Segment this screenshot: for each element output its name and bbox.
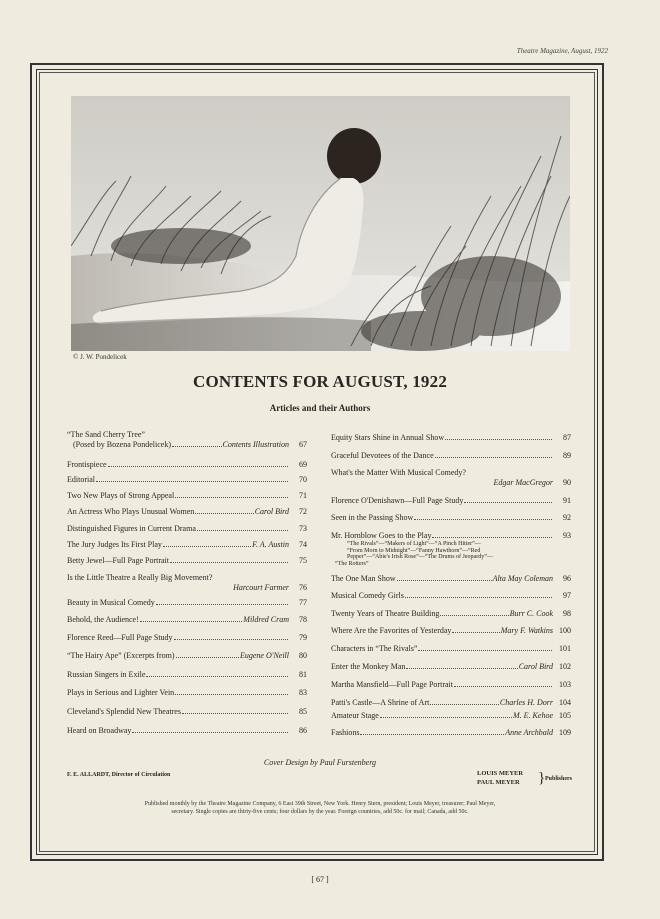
toc-entry bbox=[67, 556, 307, 566]
photo-credit: © J. W. Pondelicek bbox=[73, 353, 127, 361]
toc-entry bbox=[331, 531, 571, 567]
toc-entry-author: Mildred Cram bbox=[243, 615, 289, 624]
cover-design-credit: Cover Design by Paul Furstenberg bbox=[263, 758, 377, 767]
toc-entry bbox=[331, 574, 571, 584]
toc-entry-author: F. A. Austin bbox=[252, 540, 289, 549]
leader-dots bbox=[445, 433, 552, 440]
toc-entry bbox=[67, 540, 307, 550]
toc-entry bbox=[331, 433, 571, 443]
toc-entry-page: 76 bbox=[299, 583, 307, 592]
toc-entry-page: 100 bbox=[559, 626, 571, 635]
toc-entry-title: Betty Jewel—Full Page Portrait bbox=[67, 556, 169, 565]
toc-entry bbox=[67, 651, 307, 661]
toc-entry bbox=[331, 644, 571, 654]
toc-entry-title: Where Are the Favorites of Yesterday bbox=[331, 626, 452, 635]
toc-entry-title: Characters in “The Rivals” bbox=[331, 644, 418, 653]
toc-entry-title: Equity Stars Shine in Annual Show bbox=[331, 433, 445, 442]
leader-dots bbox=[452, 626, 499, 633]
toc-entry-title: Florence Reed—Full Page Study bbox=[67, 633, 173, 642]
circulation-director: F. E. ALLARDT, Director of Circulation bbox=[67, 772, 171, 778]
leader-dots bbox=[464, 496, 552, 503]
leader-dots bbox=[418, 644, 552, 651]
leader-dots bbox=[108, 460, 288, 467]
toc-entry-subtitle: “From Morn to Midnight”—“Fanny Hawthorn”—“Red bbox=[347, 547, 481, 554]
toc-entry-author: Mary F. Watkins bbox=[500, 626, 553, 635]
toc-entry-page: 89 bbox=[563, 451, 571, 460]
toc-entry bbox=[67, 475, 307, 485]
leader-dots bbox=[435, 451, 552, 458]
toc-entry-author: Alta May Coleman bbox=[492, 574, 553, 583]
leader-dots bbox=[405, 591, 552, 598]
brace-glyph: } bbox=[538, 770, 546, 786]
toc-entry bbox=[331, 468, 571, 488]
toc-entry-title: Patti's Castle—A Shrine of Art bbox=[331, 698, 430, 707]
publication-notice: Published monthly by the Theatre Magazine Company, 6 East 39th Street, New York. Henry Stern, president; Louis Meyer, treasurer; Paul Meyer, secretary. Single copies are thirty-five cents; four dollars by the year. Foreign countries, add 50c. for mail; Canada, add 50c. bbox=[144, 801, 496, 815]
toc-entry-page: 86 bbox=[299, 726, 307, 735]
page-number: [ 67 ] bbox=[311, 875, 329, 884]
toc-entry bbox=[67, 460, 307, 470]
cover-photograph bbox=[71, 96, 570, 351]
toc-entry-page: 98 bbox=[563, 609, 571, 618]
toc-entry-title: Seen in the Passing Show bbox=[331, 513, 414, 522]
leader-dots bbox=[414, 513, 552, 520]
toc-entry-page: 104 bbox=[559, 698, 571, 707]
publishers-block bbox=[477, 769, 573, 787]
toc-entry-subtitle: Pepper”—“Abie's Irish Rose”—“The Drums of Jeopardy”— bbox=[347, 554, 493, 560]
toc-entry-title: Frontispiece bbox=[67, 460, 107, 469]
toc-entry-page: 93 bbox=[563, 531, 571, 540]
toc-entry-title: Cleveland's Splendid New Theatres bbox=[67, 707, 181, 716]
toc-entry-title: Heard on Broadway bbox=[67, 726, 132, 735]
leader-dots bbox=[406, 662, 517, 669]
toc-entry-author: Edgar MacGregor bbox=[493, 478, 553, 487]
toc-entry bbox=[67, 573, 307, 593]
toc-entry-page: 74 bbox=[299, 540, 307, 549]
toc-entry bbox=[331, 626, 571, 636]
leader-dots bbox=[172, 440, 222, 447]
leader-dots bbox=[176, 651, 239, 658]
toc-entry-pre: Is the Little Theatre a Really Big Movement? bbox=[67, 573, 213, 582]
leader-dots bbox=[430, 698, 499, 705]
toc-entry-title: An Actress Who Plays Unusual Women bbox=[67, 507, 195, 516]
toc-entry-page: 96 bbox=[563, 574, 571, 583]
toc-entry-page: 97 bbox=[563, 591, 571, 600]
toc-entry-title: Enter the Monkey Man bbox=[331, 662, 406, 671]
toc-entry-page: 83 bbox=[299, 688, 307, 697]
leader-space bbox=[68, 584, 232, 590]
toc-entry-author: Eugene O'Neill bbox=[239, 651, 289, 660]
toc-entry bbox=[331, 662, 571, 672]
toc-entry-page: 79 bbox=[299, 633, 307, 642]
toc-entry-title: The Jury Judges Its First Play bbox=[67, 540, 162, 549]
leader-dots bbox=[96, 475, 288, 482]
toc-entry bbox=[67, 726, 307, 736]
toc-entry-page: 80 bbox=[299, 651, 307, 660]
toc-entry bbox=[67, 688, 307, 698]
toc-entry bbox=[67, 507, 307, 517]
toc-entry-pre: What's the Matter With Musical Comedy? bbox=[331, 468, 466, 477]
toc-entry-page: 67 bbox=[299, 440, 307, 449]
toc-entry-page: 71 bbox=[299, 491, 307, 500]
publisher-name: LOUIS MEYER bbox=[477, 770, 524, 777]
toc-entry-page: 91 bbox=[563, 496, 571, 505]
leader-dots bbox=[380, 711, 512, 718]
toc-entry-title: Plays in Serious and Lighter Vein bbox=[67, 688, 175, 697]
toc-entry-title: Two New Plays of Strong Appeal bbox=[67, 491, 175, 500]
leader-dots bbox=[146, 670, 288, 677]
toc-entry-title: Beauty in Musical Comedy bbox=[67, 598, 155, 607]
toc-entry-subtitle: “The Rotters” bbox=[335, 560, 369, 567]
leader-dots bbox=[175, 688, 288, 695]
toc-entry bbox=[331, 680, 571, 690]
toc-entry-page: 92 bbox=[563, 513, 571, 522]
toc-entry-title: Editorial bbox=[67, 475, 95, 484]
toc-entry-title: Musical Comedy Girls bbox=[331, 591, 404, 600]
leader-dots bbox=[170, 556, 288, 563]
toc-entry-page: 85 bbox=[299, 707, 307, 716]
toc-entry bbox=[67, 524, 307, 534]
publisher-name: PAUL MEYER bbox=[477, 779, 520, 786]
running-head: Theatre Magazine, August, 1922 bbox=[516, 47, 608, 55]
toc-entry bbox=[331, 451, 571, 461]
toc-entry-title: Fashions bbox=[331, 728, 360, 737]
toc-entry bbox=[331, 711, 571, 721]
toc-entry bbox=[67, 598, 307, 608]
toc-entry-page: 70 bbox=[299, 475, 307, 484]
toc-entry-author: Contents Illustration bbox=[222, 440, 289, 449]
toc-entry bbox=[331, 513, 571, 523]
toc-entry-title: Distinguished Figures in Current Drama bbox=[67, 524, 196, 533]
toc-entry bbox=[67, 707, 307, 717]
leader-dots bbox=[175, 491, 288, 498]
toc-entry-page: 105 bbox=[559, 711, 571, 720]
toc-entry-author: Burr C. Cook bbox=[509, 609, 553, 618]
leader-dots bbox=[360, 728, 504, 735]
leader-dots bbox=[195, 507, 253, 514]
leader-dots bbox=[397, 574, 492, 581]
toc-entry-title: Russian Singers in Exile bbox=[67, 670, 146, 679]
toc-entry bbox=[67, 430, 307, 450]
toc-entry-title: (Posed by Bozena Pondelicek) bbox=[73, 440, 171, 449]
toc-entry bbox=[67, 633, 307, 643]
leader-dots bbox=[156, 598, 288, 605]
toc-entry-page: 77 bbox=[299, 598, 307, 607]
page-subtitle: Articles and their Authors bbox=[269, 403, 371, 413]
toc-entry bbox=[331, 698, 571, 708]
toc-entry-page: 73 bbox=[299, 524, 307, 533]
leader-dots bbox=[440, 609, 508, 616]
toc-entry bbox=[331, 609, 571, 619]
toc-entry-author: Carol Bird bbox=[254, 507, 289, 516]
page-title: CONTENTS FOR AUGUST, 1922 bbox=[192, 372, 448, 391]
toc-entry-title: Mr. Hornblow Goes to the Play bbox=[331, 531, 432, 540]
toc-entry-page: 102 bbox=[559, 662, 571, 671]
toc-entry-page: 101 bbox=[559, 644, 571, 653]
toc-entry bbox=[331, 728, 571, 738]
leader-dots bbox=[163, 540, 251, 547]
toc-entry-title: Martha Mansfield—Full Page Portrait bbox=[331, 680, 453, 689]
toc-entry bbox=[67, 491, 307, 501]
toc-entry-pre: “The Sand Cherry Tree” bbox=[67, 430, 145, 439]
toc-entry-page: 69 bbox=[299, 460, 307, 469]
toc-entry-page: 81 bbox=[299, 670, 307, 679]
toc-entry-title: Graceful Devotees of the Dance bbox=[331, 451, 434, 460]
toc-entry bbox=[331, 496, 571, 506]
toc-entry bbox=[67, 670, 307, 680]
toc-entry-title: The One Man Show bbox=[331, 574, 396, 583]
toc-entry-title: Florence O'Denishawn—Full Page Study bbox=[331, 496, 464, 505]
leader-dots bbox=[454, 680, 552, 687]
leader-dots bbox=[432, 531, 552, 538]
leader-dots bbox=[182, 707, 288, 714]
toc-entry-page: 78 bbox=[299, 615, 307, 624]
toc-entry-subtitle: “The Rivals”—“Makers of Light”—“A Pinch Hitter”— bbox=[347, 541, 481, 547]
toc-entry-author: Harcourt Farmer bbox=[233, 583, 289, 592]
toc-entry-page: 103 bbox=[559, 680, 571, 689]
toc-entry bbox=[67, 615, 307, 625]
toc-entry-title: Amateur Stage bbox=[331, 711, 379, 720]
leader-dots bbox=[174, 633, 288, 640]
toc-entry-title: Twenty Years of Theatre Building bbox=[331, 609, 440, 618]
toc-entry-title: Behold, the Audience! bbox=[67, 615, 139, 624]
leader-space bbox=[332, 479, 493, 485]
toc-entry-author: Charles H. Dorr bbox=[499, 698, 553, 707]
toc-entry-page: 109 bbox=[559, 728, 571, 737]
toc-entry bbox=[331, 591, 571, 601]
toc-entry-author: Anne Archbald bbox=[505, 728, 553, 737]
toc-entry-page: 87 bbox=[563, 433, 571, 442]
toc-entry-author: M. E. Kehoe bbox=[513, 711, 553, 720]
toc-entry-page: 72 bbox=[299, 507, 307, 516]
toc-entry-page: 90 bbox=[563, 478, 571, 487]
toc-entry-title: “The Hairy Ape” (Excerpts from) bbox=[67, 651, 175, 660]
toc-entry-page: 75 bbox=[299, 556, 307, 565]
leader-dots bbox=[197, 524, 288, 531]
leader-dots bbox=[140, 615, 243, 622]
publishers-label: Publishers bbox=[545, 776, 573, 782]
leader-dots bbox=[132, 726, 288, 733]
toc-entry-author: Carol Bird bbox=[518, 662, 553, 671]
